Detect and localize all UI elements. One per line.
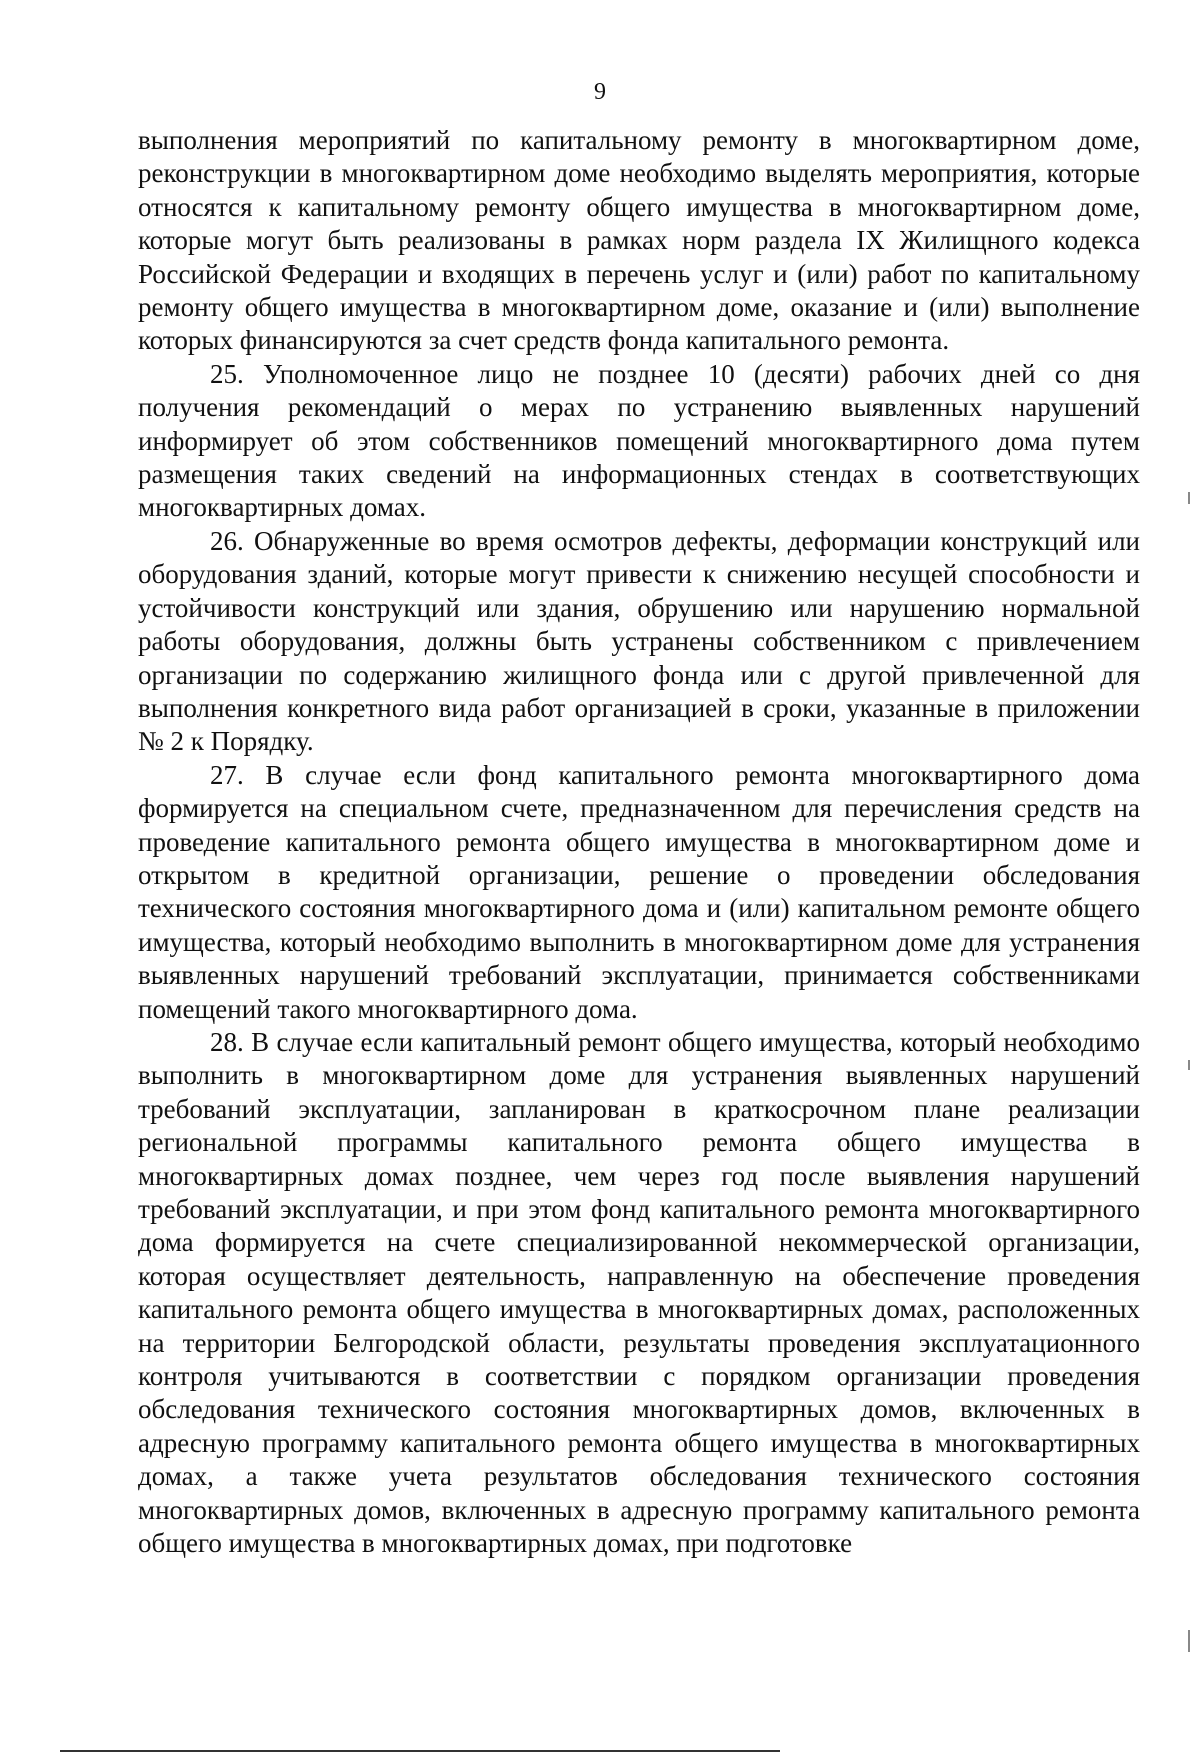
paragraph-continued: выполнения мероприятий по капитальному ремонту в многоквартирном доме, реконструкции в многоквартирном доме необходимо выделять мероприятия, которые относятся к капитальному ремонту общего имущества в многоквартирном доме, которые могут быть реализованы в рамках норм раздела IX Жилищного кодекса Российской Федерации и входящих в перечень услуг и (или) работ по капитальному ремонту общего имущества в многоквартирном доме, оказание и (или) выполнение которых финансируются за счет средств фонда капитального ремонта. [138,125,1140,356]
page-number: 9 [594,79,606,105]
paragraph-27: 27. В случае если фонд капитального ремонта многоквартирного дома формируется на специальном счете, предназначенном для перечисления средств на проведение капитального ремонта общего имущества в многоквартирном доме и открытом в кредитной организации, решение о проведении обследования технического состояния многоквартирного дома и (или) капитальном ремонте общего имущества, который необходимо выполнить в многоквартирном доме для устранения выявленных нарушений требований эксплуатации, принимается собственниками помещений такого многоквартирного дома. [138,759,1140,1024]
paragraph-28: 28. В случае если капитальный ремонт общего имущества, который необходимо выполнить в многоквартирном доме для устранения выявленных нарушений требований эксплуатации, запланирован в краткосрочном плане реализации региональной программы капитального ремонта общего имущества в многоквартирных домах позднее, чем через год после выявления нарушений требований эксплуатации, и при этом фонд капитального ремонта многоквартирного дома формируется на счете специализированной некоммерческой организации, которая осуществляет деятельность, направленную на обеспечение проведения капитального ремонта общего имущества в многоквартирных домах, расположенных на территории Белгородской области, результаты проведения эксплуатационного контроля учитываются в соответствии с порядком организации проведения обследования технического состояния многоквартирных домов, включенных в адресную программу капитального ремонта общего имущества в многоквартирных домах, а также учета результатов обследования технического состояния многоквартирных домов, включенных в адресную программу капитального ремонта общего имущества в многоквартирных домах, при подготовке [138,1026,1140,1559]
document-body [138,124,1140,1560]
paragraph-25: 25. Уполномоченное лицо не позднее 10 (десяти) рабочих дней со дня получения рекомендаций о мерах по устранению выявленных нарушений информирует об этом собственников помещений многоквартирного дома путем размещения таких сведений на информационных стендах в соответствующих многоквартирных домах. [138,358,1140,523]
scan-mark-right-lower [1188,1630,1190,1652]
paragraph-26: 26. Обнаруженные во время осмотров дефекты, деформации конструкций или оборудования зданий, которые могут привести к снижению несущей способности и устойчивости конструкций или здания, обрушению или нарушению нормальной работы оборудования, должны быть устранены собственником с привлечением организации по содержанию жилищного фонда или с другой привлеченной для выполнения конкретного вида работ организацией в сроки, указанные в приложении № 2 к Порядку. [138,525,1140,757]
scan-mark-right-upper [1188,492,1190,504]
scan-edge-line [60,1750,780,1752]
scan-mark-right-middle [1188,1060,1190,1070]
